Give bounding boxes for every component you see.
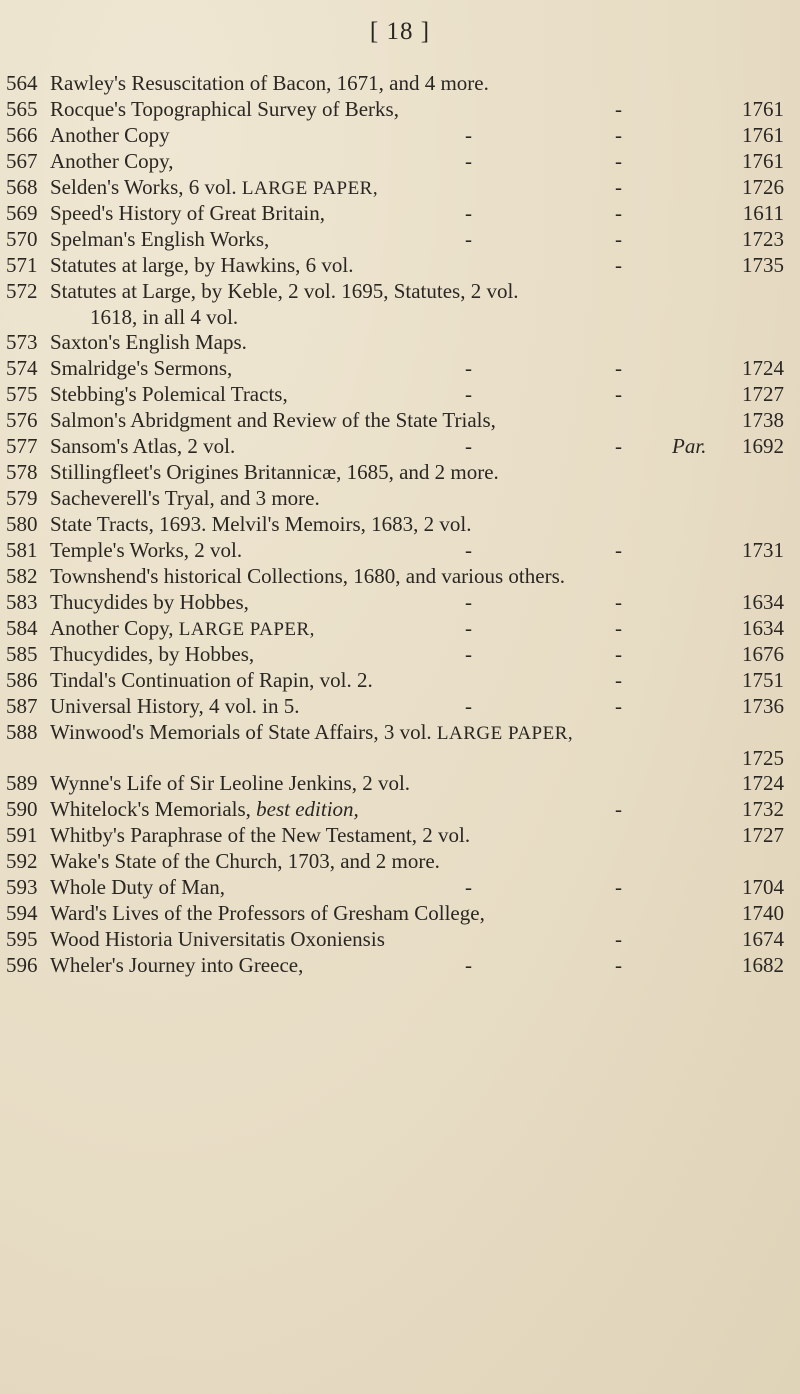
- entry-title: [50, 952, 303, 978]
- catalogue-entry: [0, 926, 800, 952]
- entry-title-text: Whitelock's Memorials,: [50, 797, 251, 821]
- entry-title: [50, 252, 354, 278]
- lot-number: 578: [6, 460, 38, 484]
- lot-number: 595: [6, 927, 38, 951]
- separator-dash: -: [615, 175, 622, 199]
- entry-title-text: Sansom's Atlas, 2 vol.: [50, 434, 236, 458]
- entry-date: 1634: [742, 616, 784, 640]
- entry-title-text: Wheler's Journey into Greece,: [50, 953, 304, 977]
- entry-title-text: Saxton's English Maps.: [50, 330, 247, 354]
- lot-number: 575: [6, 382, 38, 406]
- entry-title-text: Temple's Works, 2 vol.: [50, 538, 243, 562]
- lot-number: 577: [6, 434, 38, 458]
- entry-date: 1761: [742, 149, 784, 173]
- catalogue-entry: [0, 433, 800, 459]
- separator-dash: -: [465, 953, 472, 977]
- separator-dash: -: [615, 356, 622, 380]
- separator-dash: -: [465, 590, 472, 614]
- entry-date: 1676: [742, 642, 784, 666]
- entry-date: 1724: [742, 356, 784, 380]
- catalogue-entry: [0, 952, 800, 978]
- entry-date: 1674: [742, 927, 784, 951]
- entry-title-text: 1618, in all 4 vol.: [90, 305, 239, 329]
- separator-dash: -: [615, 382, 622, 406]
- separator-dash: -: [615, 253, 622, 277]
- entry-title-text: Whole Duty of Man,: [50, 875, 225, 899]
- entry-title: [50, 329, 247, 355]
- separator-dash: -: [465, 616, 472, 640]
- catalogue-entry: [0, 278, 800, 304]
- catalogue-entry: [0, 96, 800, 122]
- separator-dash: -: [465, 434, 472, 458]
- entry-title-text: Winwood's Memorials of State Affairs, 3 vol.: [50, 720, 432, 744]
- entry-title-text: Another Copy,: [50, 149, 174, 173]
- entry-title: [50, 537, 242, 563]
- catalogue-entry: [0, 174, 800, 200]
- catalogue-entry: [0, 329, 800, 355]
- entry-title-text: Stillingfleet's Origines Britannicæ, 1685, and 2 more.: [50, 460, 499, 484]
- catalogue-entry: [0, 226, 800, 252]
- entry-title: [50, 433, 235, 459]
- catalogue-entries: [0, 70, 800, 978]
- separator-dash: -: [465, 149, 472, 173]
- entry-date: 1751: [742, 668, 784, 692]
- entry-date: 1724: [742, 771, 784, 795]
- large-paper-note: LARGE PAPER,: [436, 723, 574, 744]
- separator-dash: -: [465, 875, 472, 899]
- separator-dash: -: [615, 97, 622, 121]
- entry-date: 1738: [742, 408, 784, 432]
- entry-title: [50, 485, 320, 511]
- lot-number: 587: [6, 694, 38, 718]
- lot-number: 567: [6, 149, 38, 173]
- entry-title: [90, 304, 238, 330]
- catalogue-entry: [0, 693, 800, 719]
- catalogue-entry: [0, 848, 800, 874]
- catalogue-entry: [0, 796, 800, 822]
- entry-title: [50, 589, 249, 615]
- lot-number: 591: [6, 823, 38, 847]
- entry-title: [50, 641, 254, 667]
- entry-title: [50, 148, 173, 174]
- lot-number: 590: [6, 797, 38, 821]
- entry-title: [50, 900, 485, 926]
- lot-number: 569: [6, 201, 38, 225]
- catalogue-entry: [0, 511, 800, 537]
- separator-dash: -: [465, 227, 472, 251]
- entry-title: [50, 796, 359, 822]
- lot-number: 570: [6, 227, 38, 251]
- catalogue-entry: [0, 304, 800, 329]
- entry-title: [50, 407, 496, 433]
- entry-date: 1726: [742, 175, 784, 199]
- catalogue-entry: [0, 485, 800, 511]
- catalogue-entry: [0, 252, 800, 278]
- entry-title: [50, 667, 373, 693]
- separator-dash: -: [615, 123, 622, 147]
- lot-number: 588: [6, 720, 38, 744]
- entry-date: 1761: [742, 123, 784, 147]
- catalogue-entry: [0, 122, 800, 148]
- entry-title-text: Selden's Works, 6 vol.: [50, 175, 237, 199]
- entry-date: 1732: [742, 797, 784, 821]
- lot-number: 589: [6, 771, 38, 795]
- entry-title-text: Wood Historia Universitatis Oxoniensis: [50, 927, 385, 951]
- entry-title: [50, 563, 565, 589]
- large-paper-note: LARGE PAPER,: [241, 178, 379, 199]
- lot-number: 585: [6, 642, 38, 666]
- entry-date: 1634: [742, 590, 784, 614]
- entry-date: 1682: [742, 953, 784, 977]
- entry-title-text: Whitby's Paraphrase of the New Testament, 2 vol.: [50, 823, 471, 847]
- entry-title-text: Rocque's Topographical Survey of Berks,: [50, 97, 399, 121]
- lot-number: 574: [6, 356, 38, 380]
- lot-number: 596: [6, 953, 38, 977]
- catalogue-entry: [0, 355, 800, 381]
- catalogue-entry: [0, 589, 800, 615]
- separator-dash: -: [615, 797, 622, 821]
- catalogue-entry: [0, 70, 800, 96]
- entry-title: [50, 693, 299, 719]
- entry-title-text: Speed's History of Great Britain,: [50, 201, 325, 225]
- lot-number: 592: [6, 849, 38, 873]
- catalogue-entry: [0, 770, 800, 796]
- entry-title: [50, 278, 519, 304]
- entry-title: [50, 381, 288, 407]
- entry-title-text: Universal History, 4 vol. in 5.: [50, 694, 300, 718]
- separator-dash: -: [465, 382, 472, 406]
- separator-dash: -: [615, 201, 622, 225]
- entry-title: [50, 822, 470, 848]
- separator-dash: -: [465, 538, 472, 562]
- catalogue-entry: [0, 641, 800, 667]
- entry-date: 1692: [742, 434, 784, 458]
- entry-title-text: Ward's Lives of the Professors of Gresham College,: [50, 901, 485, 925]
- lot-number: 579: [6, 486, 38, 510]
- lot-number: 583: [6, 590, 38, 614]
- entry-title-text: Wake's State of the Church, 1703, and 2 more.: [50, 849, 440, 873]
- entry-date: 1735: [742, 253, 784, 277]
- lot-number: 568: [6, 175, 38, 199]
- entry-date: 1727: [742, 823, 784, 847]
- entry-title-text: Townshend's historical Collections, 1680, and various others.: [50, 564, 565, 588]
- entry-title: [50, 770, 410, 796]
- lot-number: 584: [6, 616, 38, 640]
- catalogue-entry: [0, 459, 800, 485]
- edition-note: best edition,: [256, 797, 359, 821]
- catalogue-entry: [0, 719, 800, 745]
- entry-title-text: Smalridge's Sermons,: [50, 356, 233, 380]
- catalogue-entry: [0, 900, 800, 926]
- separator-dash: -: [615, 642, 622, 666]
- lot-number: 573: [6, 330, 38, 354]
- entry-title-text: Statutes at Large, by Keble, 2 vol. 1695, Statutes, 2 vol.: [50, 279, 519, 303]
- entry-title: [50, 511, 471, 537]
- lot-number: 572: [6, 279, 38, 303]
- lot-number: 586: [6, 668, 38, 692]
- separator-dash: -: [465, 356, 472, 380]
- entry-title-text: State Tracts, 1693. Melvil's Memoirs, 1683, 2 vol.: [50, 512, 472, 536]
- entry-title: [50, 615, 315, 643]
- entry-title: [50, 874, 225, 900]
- catalogue-entry: [0, 381, 800, 407]
- entry-date: 1611: [742, 201, 784, 225]
- entry-title: [50, 70, 489, 96]
- catalogue-entry: [0, 822, 800, 848]
- lot-number: 582: [6, 564, 38, 588]
- separator-dash: -: [615, 538, 622, 562]
- entry-title-text: Sacheverell's Tryal, and 3 more.: [50, 486, 320, 510]
- entry-title: [50, 459, 499, 485]
- separator-dash: -: [615, 149, 622, 173]
- entry-date: 1740: [742, 901, 784, 925]
- entry-date: 1725: [742, 746, 784, 770]
- entry-title: [50, 355, 232, 381]
- lot-number: 593: [6, 875, 38, 899]
- large-paper-note: LARGE PAPER,: [178, 619, 315, 640]
- separator-dash: -: [615, 927, 622, 951]
- separator-dash: -: [615, 616, 622, 640]
- entry-title: [50, 926, 385, 952]
- entry-title-text: Wynne's Life of Sir Leoline Jenkins, 2 vol.: [50, 771, 411, 795]
- catalogue-entry: [0, 615, 800, 641]
- entry-title-text: Stebbing's Polemical Tracts,: [50, 382, 288, 406]
- separator-dash: -: [465, 642, 472, 666]
- lot-number: 580: [6, 512, 38, 536]
- part-note: Par.: [672, 434, 707, 458]
- entry-title-text: Another Copy,: [50, 616, 174, 640]
- entry-title: [50, 226, 269, 252]
- entry-title-text: Tindal's Continuation of Rapin, vol. 2.: [50, 668, 373, 692]
- separator-dash: -: [615, 227, 622, 251]
- catalogue-entry: [0, 537, 800, 563]
- entry-title: [50, 848, 440, 874]
- entry-date: 1723: [742, 227, 784, 251]
- entry-title-text: Thucydides, by Hobbes,: [50, 642, 255, 666]
- lot-number: 564: [6, 71, 38, 95]
- entry-title: [50, 719, 573, 747]
- entry-title-text: Spelman's English Works,: [50, 227, 270, 251]
- separator-dash: -: [465, 201, 472, 225]
- catalogue-entry: [0, 874, 800, 900]
- separator-dash: -: [615, 875, 622, 899]
- entry-title-text: Statutes at large, by Hawkins, 6 vol.: [50, 253, 354, 277]
- entry-title-text: Rawley's Resuscitation of Bacon, 1671, and 4 more.: [50, 71, 489, 95]
- separator-dash: -: [615, 668, 622, 692]
- lot-number: 581: [6, 538, 38, 562]
- separator-dash: -: [465, 123, 472, 147]
- catalogue-entry: [0, 407, 800, 433]
- entry-title-text: Salmon's Abridgment and Review of the State Trials,: [50, 408, 496, 432]
- entry-title: [50, 200, 325, 226]
- lot-number: 565: [6, 97, 38, 121]
- entry-date: 1736: [742, 694, 784, 718]
- catalogue-entry: [0, 148, 800, 174]
- separator-dash: -: [615, 590, 622, 614]
- lot-number: 576: [6, 408, 38, 432]
- separator-dash: -: [615, 694, 622, 718]
- entry-date: 1761: [742, 97, 784, 121]
- entry-title: [50, 174, 378, 202]
- entry-title: [50, 122, 170, 148]
- separator-dash: -: [465, 694, 472, 718]
- entry-date: 1704: [742, 875, 784, 899]
- catalogue-entry: [0, 745, 800, 770]
- entry-title: [50, 96, 399, 122]
- lot-number: 566: [6, 123, 38, 147]
- page-number: [ 18 ]: [369, 18, 431, 45]
- catalogue-entry: [0, 200, 800, 226]
- entry-date: 1727: [742, 382, 784, 406]
- separator-dash: -: [615, 434, 622, 458]
- entry-title-text: Another Copy: [50, 123, 170, 147]
- lot-number: 594: [6, 901, 38, 925]
- lot-number: 571: [6, 253, 38, 277]
- entry-title-text: Thucydides by Hobbes,: [50, 590, 249, 614]
- separator-dash: -: [615, 953, 622, 977]
- catalogue-entry: [0, 563, 800, 589]
- catalogue-entry: [0, 667, 800, 693]
- entry-date: 1731: [742, 538, 784, 562]
